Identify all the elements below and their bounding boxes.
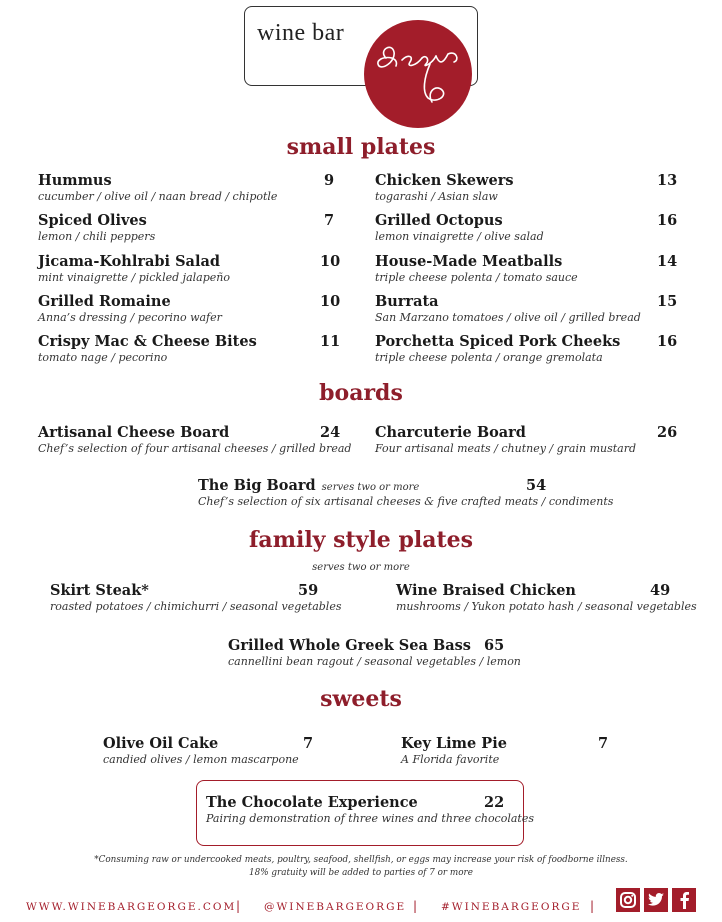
footer-separator: | [236, 899, 241, 913]
item-price: 49 [650, 582, 671, 599]
item-name: Grilled Romaine [38, 293, 171, 310]
footer-separator: | [590, 899, 595, 913]
section-title-family-style: family style plates [248, 527, 474, 553]
item-name: Hummus [38, 172, 112, 189]
item-desc: Four artisanal meats / chutney / grain mustard [375, 442, 637, 455]
item-name: Grilled Whole Greek Sea Bass [228, 637, 471, 654]
logo-circle [364, 20, 472, 128]
section-title-boards: boards [319, 380, 403, 406]
item-note: serves two or more [321, 482, 420, 493]
item-price: 7 [324, 212, 335, 229]
item-price: 16 [657, 212, 678, 229]
instagram-icon[interactable] [616, 888, 640, 912]
item-desc: A Florida favorite [401, 753, 500, 766]
item-price: 22 [484, 794, 505, 811]
logo-text: wine bar [257, 20, 345, 46]
item-name: Burrata [375, 293, 439, 310]
item-name: Olive Oil Cake [103, 735, 219, 752]
section-title-sweets: sweets [320, 686, 402, 712]
item-desc: San Marzano tomatoes / olive oil / grilled bread [375, 311, 641, 324]
footer-handle[interactable]: @WINEBARGEORGE [264, 901, 407, 913]
item-desc: candied olives / lemon mascarpone [103, 753, 299, 766]
item-name: House-Made Meatballs [375, 253, 563, 270]
item-desc: mushrooms / Yukon potato hash / seasonal vegetables [396, 600, 697, 613]
item-desc: tomato nage / pecorino [38, 351, 168, 364]
item-price: 16 [657, 333, 678, 350]
foodborne-warning: *Consuming raw or undercooked meats, poultry, seafood, shellfish, or eggs may increase your risk of foodborne illness. [94, 855, 628, 865]
item-name: Key Lime Pie [401, 735, 507, 752]
item-price: 15 [657, 293, 678, 310]
item-desc: Chef’s selection of six artisanal cheeses & five crafted meats / condiments [198, 495, 614, 508]
item-name: Jicama-Kohlrabi Salad [38, 253, 220, 270]
item-price: 7 [598, 735, 609, 752]
item-desc: roasted potatoes / chimichurri / seasonal vegetables [50, 600, 342, 613]
item-desc: cannellini bean ragout / seasonal vegetables / lemon [228, 655, 521, 668]
item-name: The Chocolate Experience [206, 794, 418, 811]
logo-script-signature [364, 20, 472, 128]
section-title-small-plates: small plates [286, 134, 436, 160]
footer-website[interactable]: WWW.WINEBARGEORGE.COM [26, 901, 237, 913]
item-price: 9 [324, 172, 335, 189]
item-name: Artisanal Cheese Board [38, 424, 230, 441]
item-price: 7 [303, 735, 314, 752]
footer-hashtag[interactable]: #WINEBARGEORGE [441, 901, 582, 913]
gratuity-note: 18% gratuity will be added to parties of 7 or more [249, 868, 473, 878]
item-desc: cucumber / olive oil / naan bread / chipotle [38, 190, 278, 203]
item-desc: mint vinaigrette / pickled jalapeño [38, 271, 230, 284]
item-price: 10 [320, 253, 341, 270]
item-desc: lemon / chili peppers [38, 230, 156, 243]
item-price: 24 [320, 424, 341, 441]
item-price: 65 [484, 637, 505, 654]
item-name: Wine Braised Chicken [396, 582, 576, 599]
item-price: 59 [298, 582, 319, 599]
item-price: 14 [657, 253, 678, 270]
item-desc: triple cheese polenta / tomato sauce [375, 271, 578, 284]
item-name: Grilled Octopus [375, 212, 503, 229]
item-name: Crispy Mac & Cheese Bites [38, 333, 257, 350]
family-serves-note: serves two or more [312, 562, 410, 573]
footer-separator: | [413, 899, 418, 913]
item-name: Skirt Steak* [50, 582, 149, 599]
item-desc: Anna’s dressing / pecorino wafer [38, 311, 222, 324]
item-desc: Pairing demonstration of three wines and three chocolates [206, 812, 534, 825]
item-name: Porchetta Spiced Pork Cheeks [375, 333, 621, 350]
item-price: 26 [657, 424, 678, 441]
item-name-text: The Big Board [198, 477, 316, 494]
item-price: 13 [657, 172, 678, 189]
twitter-icon[interactable] [644, 888, 668, 912]
item-desc: lemon vinaigrette / olive salad [375, 230, 544, 243]
item-desc: triple cheese polenta / orange gremolata [375, 351, 603, 364]
item-name [198, 477, 419, 494]
item-price: 54 [526, 477, 547, 494]
item-name: Spiced Olives [38, 212, 147, 229]
item-desc: Chef’s selection of four artisanal cheeses / grilled bread [38, 442, 352, 455]
item-price: 10 [320, 293, 341, 310]
item-desc: togarashi / Asian slaw [375, 190, 498, 203]
item-price: 11 [320, 333, 341, 350]
facebook-icon[interactable] [672, 888, 696, 912]
item-name: Charcuterie Board [375, 424, 526, 441]
item-name: Chicken Skewers [375, 172, 514, 189]
